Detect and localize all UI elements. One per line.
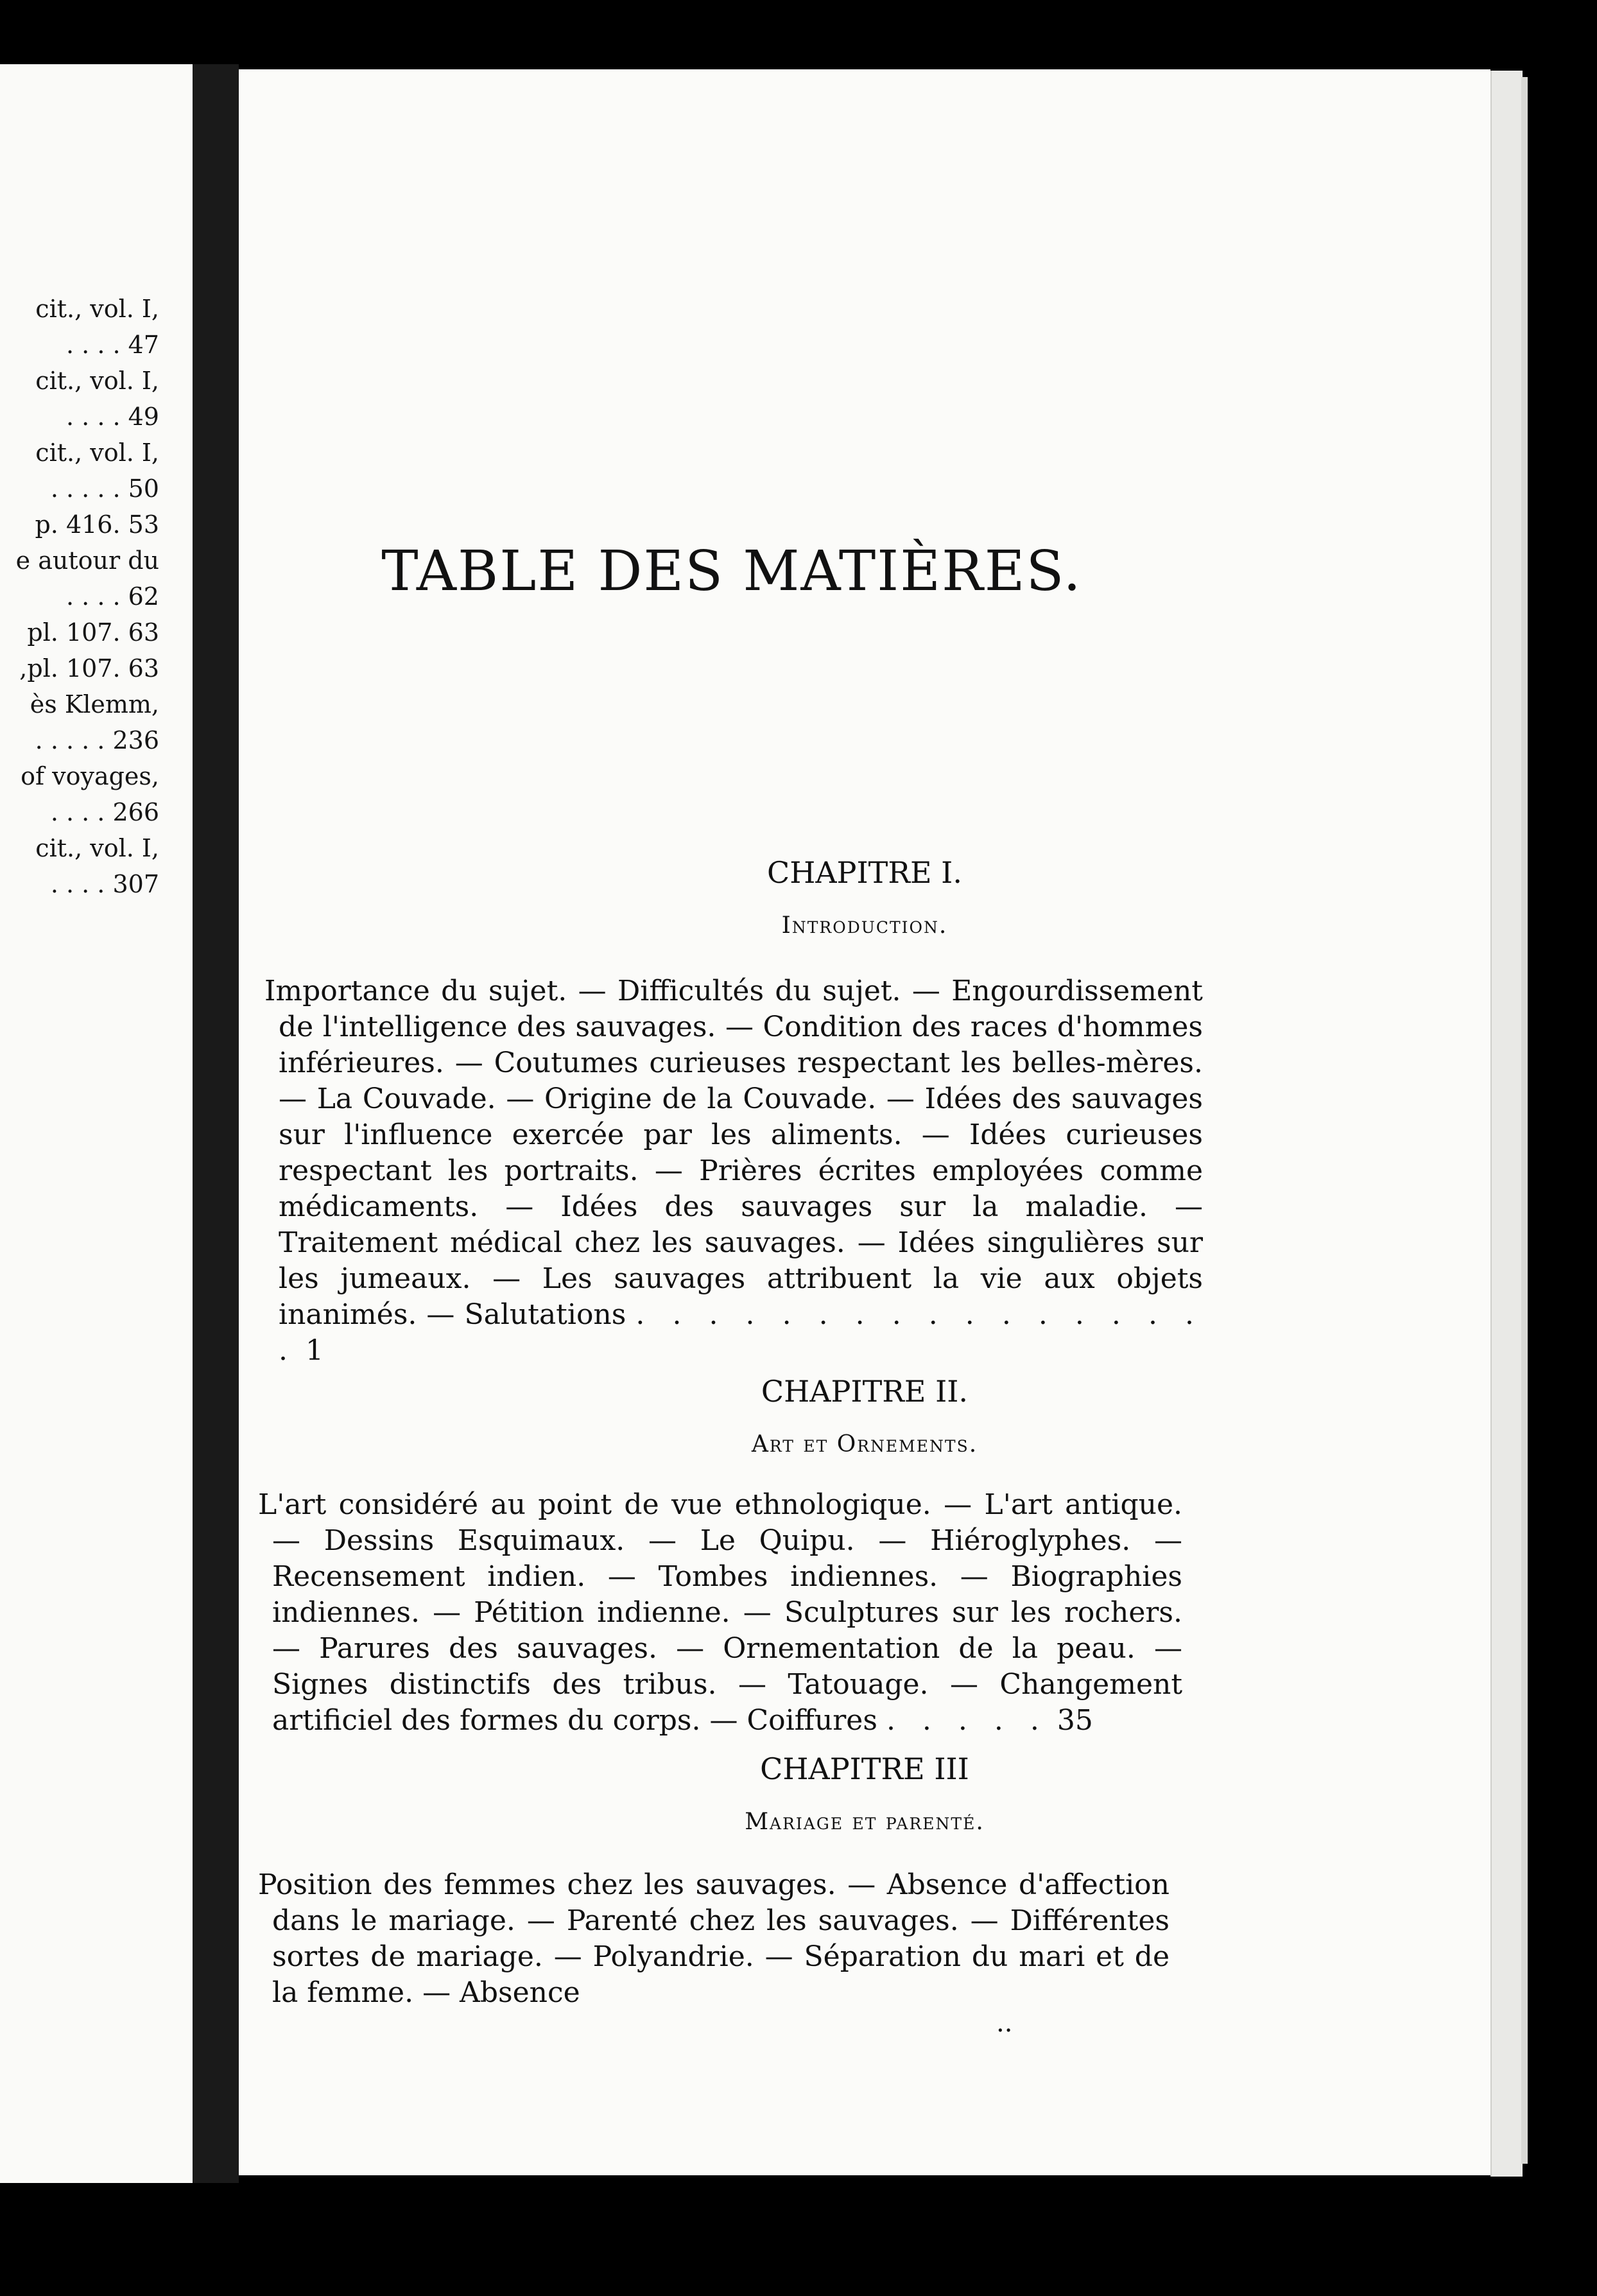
left-page-line: . . . . 62 bbox=[66, 582, 159, 611]
right-page bbox=[239, 69, 1490, 2175]
chapter-summary-text: Position des femmes chez les sauvages. — Absence d'affection dans le mariage. — Parenté chez les sauvages. — Différentes sortes de mariage. — Polyandrie. — Séparation du mari et de la femme. — Absence bbox=[258, 1868, 1170, 2009]
chapter-summary-text: L'art considéré au point de vue ethnologique. — L'art antique. — Dessins Esquimaux. — Le Quipu. — Hiéroglyphes. — Recensement indien. — Tombes indiennes. — Biographies indiennes. — Pétition indienne. — Sculptures sur les rochers. — Parures des sauvages. — Ornementation de la peau. — Signes distinctifs des tribus. — Tatouage. — Changement artificiel des formes du corps. — Coiffures bbox=[258, 1488, 1182, 1737]
chapter-heading: CHAPITRE I. bbox=[767, 855, 962, 890]
chapter-summary bbox=[264, 973, 1203, 1369]
left-page-line: . . . . 49 bbox=[66, 403, 159, 431]
chapter-heading: CHAPITRE III bbox=[760, 1752, 969, 1786]
chapter-subtitle: Mariage et parenté. bbox=[745, 1809, 985, 1835]
left-page bbox=[0, 64, 193, 2183]
page-number: 1 bbox=[306, 1334, 324, 1367]
left-page-line: ès Klemm, bbox=[30, 690, 159, 718]
dot-leader: . . . . . . . . . . . . . . . . . bbox=[279, 1298, 1204, 1367]
left-page-line: . . . . 307 bbox=[50, 870, 159, 898]
chapter-subtitle: Art et Ornements. bbox=[751, 1431, 978, 1457]
left-page-line: p. 416. 53 bbox=[35, 510, 159, 539]
page-number: 35 bbox=[1057, 1704, 1093, 1737]
left-page-line: . . . . . 50 bbox=[50, 474, 159, 503]
chapter-summary-text: Importance du sujet. — Difficultés du sujet. — Engourdissement de l'intelligence des sauvages. — Condition des races d'hommes inférieures. — Coutumes curieuses respectant les belles-mères. — La Couvade. — Origine de la Couvade. — Idées des sauvages sur l'influence exercée par les aliments. — Idées curieuses respectant les portraits. — Prières écrites employées comme médicaments. — Idées des sauvages sur la maladie. — Traitement médical chez les sauvages. — Idées singulières sur les jumeaux. — Les sauvages attribuent la vie aux objets inanimés. — Salutations bbox=[264, 975, 1203, 1331]
footer-mark: .. bbox=[996, 2008, 1013, 2038]
left-page-line: of voyages, bbox=[21, 762, 159, 790]
left-page-line: cit., vol. I, bbox=[35, 367, 159, 395]
chapter-summary bbox=[258, 1487, 1182, 1739]
book-spine bbox=[193, 64, 239, 2183]
chapter-summary bbox=[258, 1867, 1170, 2011]
page-edge bbox=[1490, 71, 1523, 2177]
left-page-line: . . . . . 236 bbox=[35, 726, 159, 754]
left-page-line: . . . . 266 bbox=[50, 798, 159, 826]
left-page-line: pl. 107. 63 bbox=[27, 618, 159, 647]
left-page-line: cit., vol. I, bbox=[35, 834, 159, 862]
left-page-line: e autour du bbox=[15, 546, 159, 575]
left-page-line: ,pl. 107. 63 bbox=[19, 654, 159, 683]
dot-leader: . . . . . bbox=[886, 1704, 1048, 1737]
left-page-line: cit., vol. I, bbox=[35, 439, 159, 467]
chapter-heading: CHAPITRE II. bbox=[761, 1374, 969, 1409]
left-page-line: cit., vol. I, bbox=[35, 295, 159, 323]
page-edge-shadow bbox=[1521, 77, 1528, 2164]
page-title: TABLE DES MATIÈRES. bbox=[381, 539, 1082, 604]
chapter-subtitle: Introduction. bbox=[781, 912, 948, 939]
left-page-line: . . . . 47 bbox=[66, 331, 159, 359]
